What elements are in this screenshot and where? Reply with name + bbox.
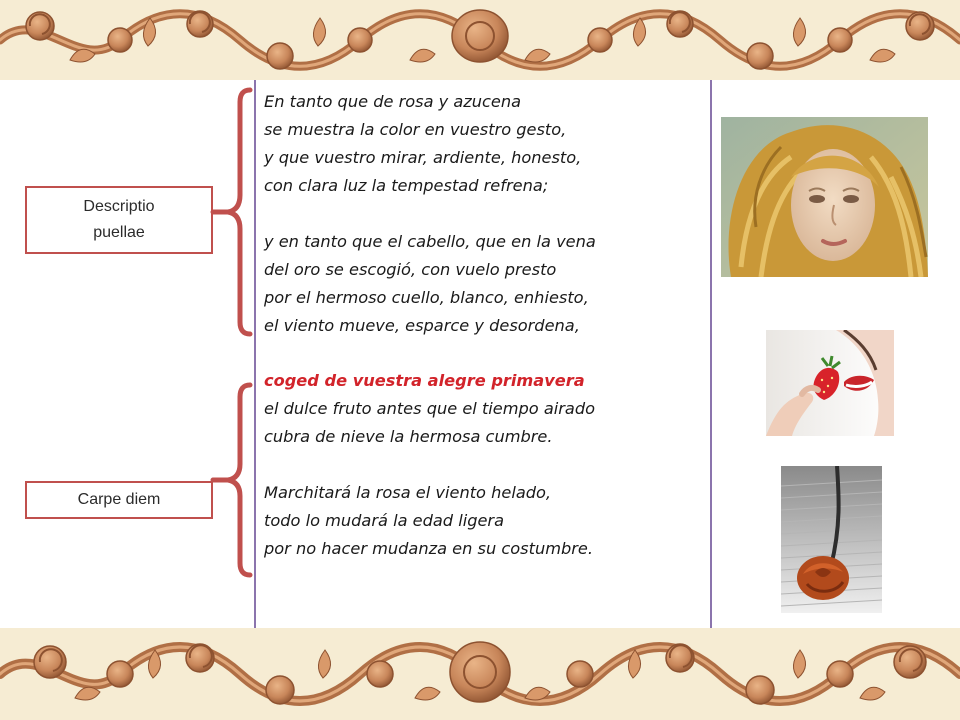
- label-line: puellae: [93, 224, 145, 241]
- verse: Marchitará la rosa el viento helado,: [264, 482, 552, 502]
- verse: En tanto que de rosa y azucena: [264, 92, 522, 111]
- bracket-carpe-diem: [213, 385, 250, 575]
- scroll-ornament-icon: [0, 628, 960, 720]
- stanza-4: [264, 479, 704, 563]
- verse: y que vuestro mirar, ardiente, honesto,: [264, 148, 582, 167]
- verse: por no hacer mudanza en su costumbre.: [264, 538, 594, 558]
- dried-rose-image: [781, 466, 882, 613]
- verse-carpe-diem: coged de vuestra alegre primavera: [264, 371, 585, 390]
- scroll-ornament-icon: [0, 0, 960, 80]
- stanza-1: [264, 88, 704, 200]
- top-ornament-band: [0, 0, 960, 80]
- label-carpe-diem: [25, 481, 213, 519]
- stanza-3: [264, 367, 704, 451]
- verse: con clara luz la tempestad refrena;: [264, 176, 549, 195]
- poem: [264, 88, 704, 590]
- curly-brackets: [210, 80, 256, 600]
- stanza-2: [264, 228, 704, 340]
- bottom-ornament-band: [0, 628, 960, 720]
- bracket-descriptio: [213, 90, 250, 334]
- verse: por el hermoso cuello, blanco, enhiesto,: [264, 287, 589, 307]
- verse: del oro se escogió, con vuelo presto: [264, 259, 557, 279]
- label-descriptio-puellae: [25, 186, 213, 254]
- label-line: Descriptio: [83, 198, 155, 215]
- verse: el dulce fruto antes que el tiempo airado: [264, 399, 596, 418]
- venus-face-image: [721, 117, 928, 277]
- strawberry-lips-image: [766, 330, 894, 436]
- verse: y en tanto que el cabello, que en la vena: [264, 231, 596, 251]
- verse: el viento mueve, esparce y desordena,: [264, 315, 580, 335]
- label-line: Carpe diem: [77, 491, 161, 508]
- verse: todo lo mudará la edad ligera: [264, 510, 505, 530]
- verse: cubra de nieve la hermosa cumbre.: [264, 427, 553, 446]
- verse: se muestra la color en vuestro gesto,: [264, 120, 567, 139]
